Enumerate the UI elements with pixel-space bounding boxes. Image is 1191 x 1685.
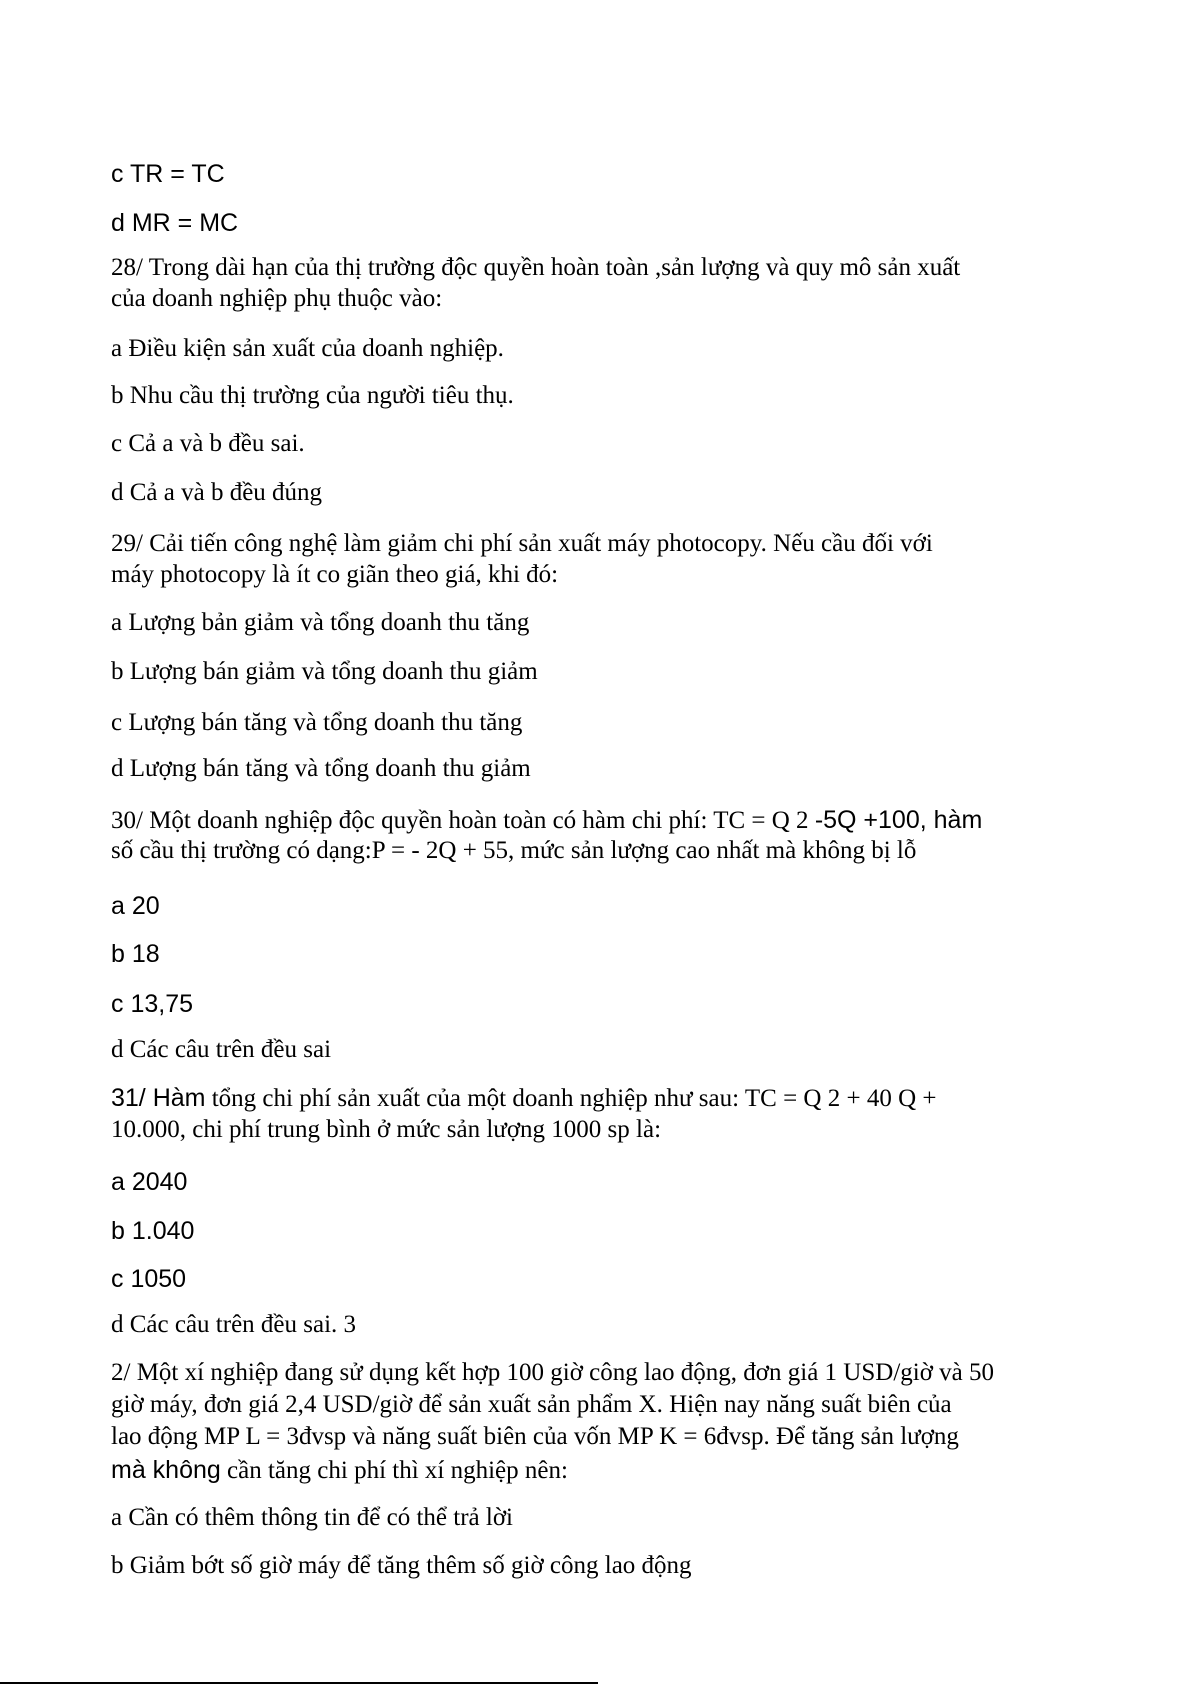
- answer-option-c: c 13,75: [111, 990, 194, 1018]
- question-31-line-1: [111, 1082, 936, 1115]
- question-29-line-1: 29/ Cải tiến công nghệ làm giảm chi phí sản xuất máy photocopy. Nếu cầu đối với: [111, 530, 933, 557]
- answer-option-a: a 20: [111, 892, 160, 920]
- question-30-text-sans: -5Q +100, hàm: [814, 806, 983, 834]
- answer-option-d: d Các câu trên đều sai: [111, 1036, 332, 1063]
- question-30-text-serif: 30/ Một doanh nghiệp độc quyền hoàn toàn có hàm chi phí: TC = Q 2: [111, 807, 815, 834]
- answer-option-b: b Lượng bán giảm và tổng doanh thu giảm: [111, 658, 538, 685]
- question-32-line-3: lao động MP L = 3đvsp và năng suất biên của vốn MP K = 6đvsp. Để tăng sản lượng: [111, 1423, 959, 1450]
- answer-option-a: a Cần có thêm thông tin để có thể trả lời: [111, 1504, 514, 1531]
- question-32-line-1: 2/ Một xí nghiệp đang sử dụng kết hợp 100 giờ công lao động, đơn giá 1 USD/giờ và 50: [111, 1359, 995, 1386]
- answer-option-c: c Lượng bán tăng và tổng doanh thu tăng: [111, 709, 523, 736]
- answer-option-a: a Điều kiện sản xuất của doanh nghiệp.: [111, 335, 504, 362]
- answer-option-a: a 2040: [111, 1168, 188, 1196]
- answer-option-c: c Cả a và b đều sai.: [111, 430, 305, 457]
- question-32-line-4: [111, 1454, 568, 1487]
- answer-option-b: b Nhu cầu thị trường của người tiêu thụ.: [111, 382, 514, 409]
- question-31-text-serif: tổng chi phí sản xuất của một doanh nghiệp như sau: TC = Q 2 + 40 Q +: [205, 1085, 937, 1112]
- answer-option-d: d MR = MC: [111, 209, 239, 237]
- answer-option-b: b Giảm bớt số giờ máy để tăng thêm số giờ công lao động: [111, 1552, 692, 1579]
- question-32-text-serif: cần tăng chi phí thì xí nghiệp nên:: [220, 1457, 568, 1484]
- answer-option-a: a Lượng bản giảm và tổng doanh thu tăng: [111, 609, 530, 636]
- footer-divider: [0, 1682, 598, 1684]
- answer-option-c: c TR = TC: [111, 160, 225, 188]
- question-30-line-2: số cầu thị trường có dạng:P = - 2Q + 55, mức sản lượng cao nhất mà không bị lỗ: [111, 837, 917, 864]
- question-28-line-2: của doanh nghiệp phụ thuộc vào:: [111, 285, 443, 312]
- question-32-text-sans: mà không: [111, 1456, 221, 1484]
- answer-option-d: d Lượng bán tăng và tổng doanh thu giảm: [111, 755, 531, 782]
- question-30-line-1: [111, 804, 982, 837]
- question-32-line-2: giờ máy, đơn giá 2,4 USD/giờ để sản xuất sản phẩm X. Hiện nay năng suất biên của: [111, 1391, 952, 1418]
- answer-option-c: c 1050: [111, 1265, 187, 1293]
- question-31-text-sans: 31/ Hàm: [111, 1084, 206, 1112]
- answer-option-d: d Các câu trên đều sai. 3: [111, 1311, 357, 1338]
- answer-option-d: d Cả a và b đều đúng: [111, 479, 323, 506]
- answer-option-b: b 1.040: [111, 1217, 195, 1245]
- question-31-line-2: 10.000, chi phí trung bình ở mức sản lượng 1000 sp là:: [111, 1116, 662, 1143]
- question-29-line-2: máy photocopy là ít co giãn theo giá, khi đó:: [111, 561, 559, 588]
- question-28-line-1: 28/ Trong dài hạn của thị trường độc quyền hoàn toàn ,sản lượng và quy mô sản xuất: [111, 254, 961, 281]
- answer-option-b: b 18: [111, 940, 160, 968]
